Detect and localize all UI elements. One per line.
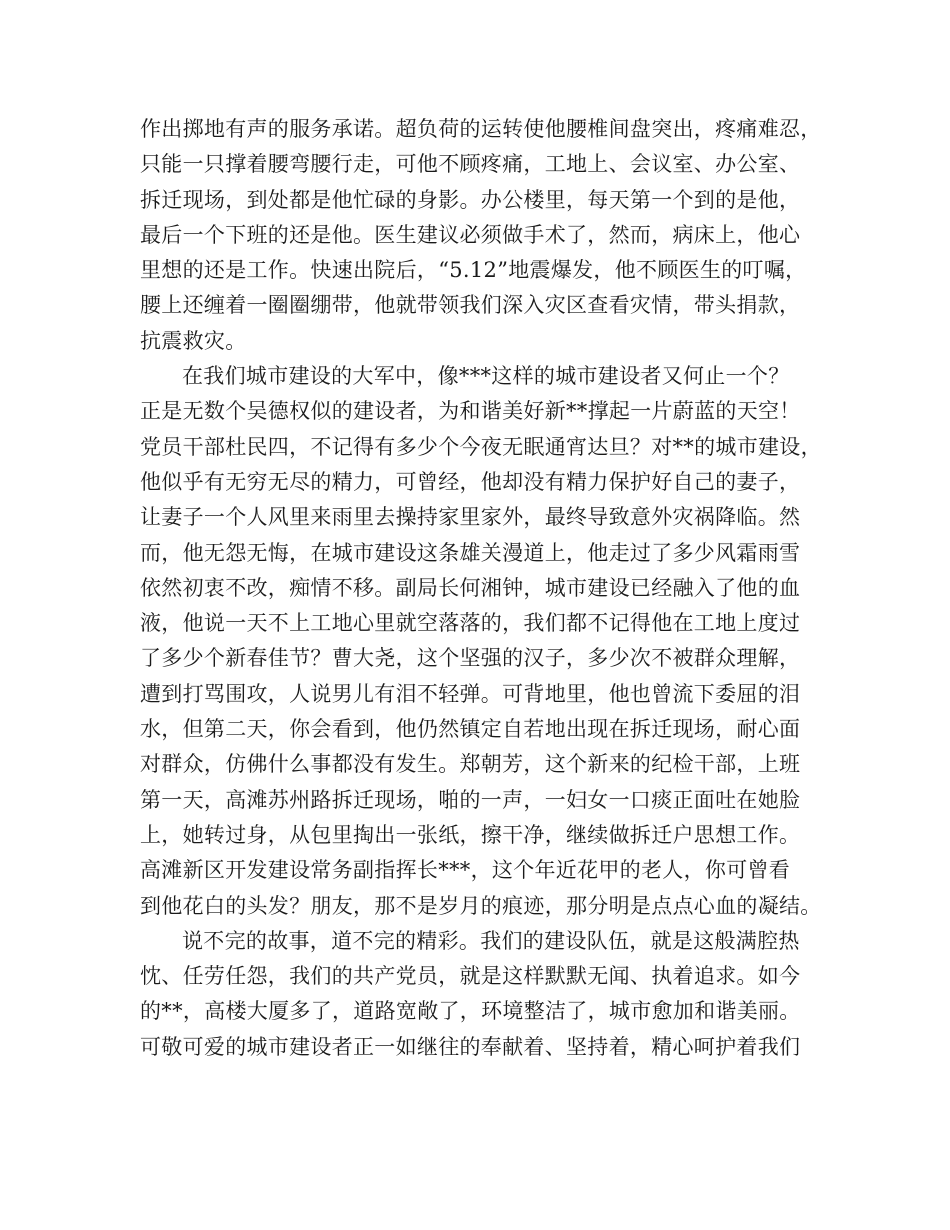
text-line: 他似乎有无穷无尽的精力，可曾经，他却没有精力保护好自己的妻子，	[140, 469, 801, 494]
text-line: 遭到打骂围攻，人说男儿有泪不轻弹。可背地里，他也曾流下委屈的泪	[140, 681, 801, 706]
text-line: 让妻子一个人风里来雨里去操持家里家外，最终导致意外灾祸降临。然	[140, 505, 801, 530]
text-line: 作出掷地有声的服务承诺。超负荷的运转使他腰椎间盘突出，疼痛难忍，	[140, 117, 822, 141]
text-line: 正是无数个吴德权似的建设者，为和谐美好新**撑起一片蔚蓝的天空！	[140, 399, 801, 424]
text-line: 依然初衷不改，痴情不移。副局长何湘钟，城市建设已经融入了他的血	[140, 575, 801, 600]
document-body	[140, 112, 830, 1065]
text-line: 最后一个下班的还是他。医生建议必须做手术了，然而，病床上，他心	[140, 222, 801, 247]
text-line: 忱、任劳任怨，我们的共产党员，就是这样默默无闻、执着追求。如今	[140, 964, 801, 989]
text-line: 的**，高楼大厦多了，道路宽敞了，环境整洁了，城市愈加和谐美丽。	[140, 999, 801, 1024]
text-line: 里想的还是工作。快速出院后，“5.12”地震爆发，他不顾医生的叮嘱，	[140, 258, 807, 283]
text-line: 上，她转过身，从包里掏出一张纸，擦干净，继续做拆迁户思想工作。	[140, 822, 801, 847]
text-line: 到他花白的头发？朋友，那不是岁月的痕迹，那分明是点点心血的凝结。	[140, 893, 822, 918]
text-line: 高滩新区开发建设常务副指挥长***，这个年近花甲的老人，你可曾看	[140, 858, 791, 883]
text-line: 抗震救灾。	[140, 328, 247, 353]
paragraph-start-line: 在我们城市建设的大军中，像***这样的城市建设者又何止一个？	[182, 364, 790, 389]
text-line: 了多少个新春佳节？曹大尧，这个坚强的汉子，多少次不被群众理解，	[140, 646, 801, 671]
text-line: 对群众，仿佛什么事都没有发生。郑朝芳，这个新来的纪检干部，上班	[140, 752, 801, 777]
text-line: 第一天，高滩苏州路拆迁现场，啪的一声，一妇女一口痰正面吐在她脸	[140, 787, 801, 812]
text-line: 而，他无怨无悔，在城市建设这条雄关漫道上，他走过了多少风霜雨雪	[140, 540, 801, 565]
text-line: 党员干部杜民四，不记得有多少个今夜无眠通宵达旦？对**的城市建设，	[140, 434, 822, 459]
text-line: 可敬可爱的城市建设者正一如继往的奉献着、坚持着，精心呵护着我们	[140, 1034, 801, 1059]
text-line: 腰上还缠着一圈圈绷带，他就带领我们深入灾区查看灾情，带头捐款，	[140, 293, 801, 318]
text-line: 液，他说一天不上工地心里就空落落的，我们都不记得他在工地上度过	[140, 611, 801, 636]
text-line: 只能一只撑着腰弯腰行走，可他不顾疼痛，工地上、会议室、办公室、	[140, 152, 801, 177]
text-line: 拆迁现场，到处都是他忙碌的身影。办公楼里，每天第一个到的是他，	[140, 187, 801, 212]
text-line: 水，但第二天，你会看到，他仍然镇定自若地出现在拆迁现场，耐心面	[140, 717, 801, 742]
paragraph-start-line: 说不完的故事，道不完的精彩。我们的建设队伍，就是这般满腔热	[182, 928, 800, 953]
